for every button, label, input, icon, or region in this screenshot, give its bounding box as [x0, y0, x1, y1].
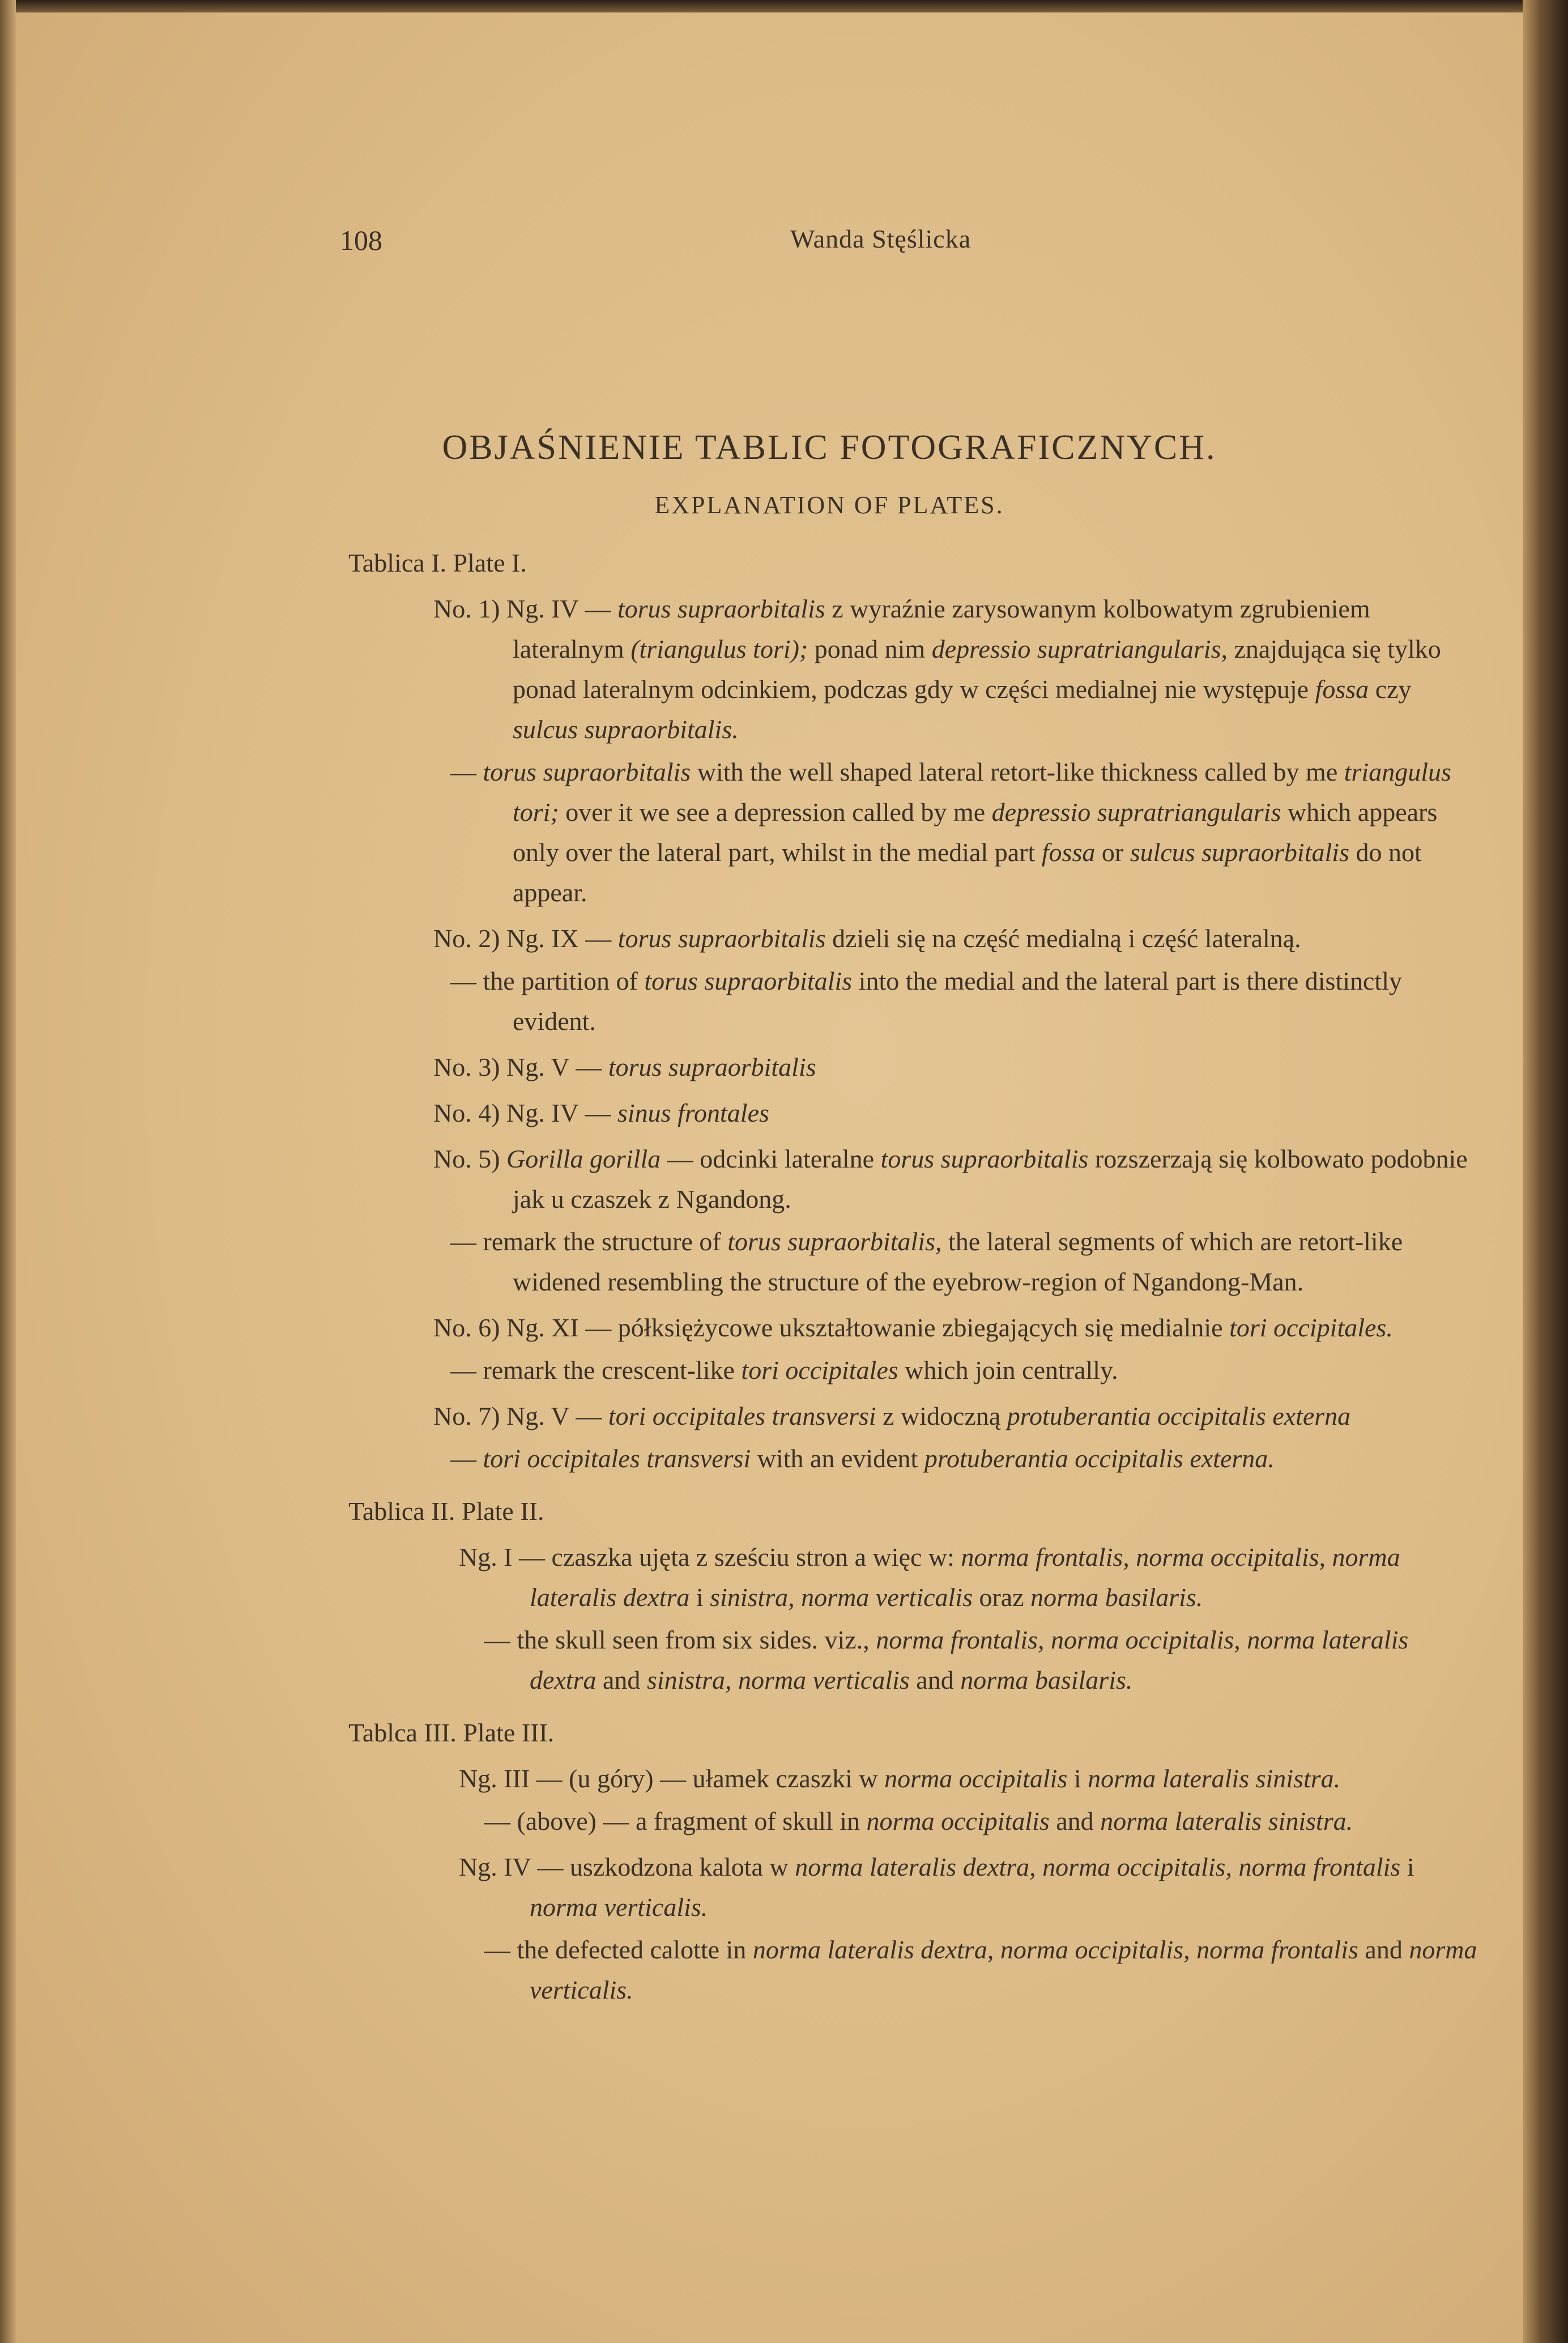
latin-term: norma basilaris.: [1030, 1583, 1203, 1612]
latin-term: norma lateralis dextra, norma occipitalis, norma frontalis: [795, 1852, 1401, 1881]
latin-term: norma frontalis, norma occipitalis, norma lateralis dextra: [530, 1543, 1400, 1612]
entry-text: — remark the crescent-like: [450, 1356, 742, 1385]
page-subtitle: EXPLANATION OF PLATES.: [654, 491, 1004, 519]
plate-entry: [348, 1047, 1478, 1087]
latin-term: fossa: [1041, 838, 1096, 867]
latin-term: torus supraorbitalis: [617, 594, 825, 623]
latin-term: tori occipitales: [741, 1356, 898, 1385]
latin-term: sinus frontales: [617, 1098, 769, 1127]
entry-text: and: [909, 1665, 961, 1694]
plate-entry: [348, 1801, 1478, 1841]
entry-text: — the partition of: [450, 966, 645, 995]
entry-text: with the well shaped lateral retort-like thickness called by me: [691, 757, 1344, 786]
plate-entry: [348, 1847, 1478, 1927]
latin-term: sulcus supraorbitalis.: [513, 715, 739, 744]
latin-term: sinistra, norma verticalis: [710, 1583, 973, 1612]
latin-term: depressio supratriangularis: [991, 798, 1281, 827]
entry-text: —: [450, 757, 483, 786]
entry-text: do not appear.: [513, 838, 1422, 907]
latin-term: norma lateralis sinistra.: [1088, 1764, 1341, 1793]
plate-entry: [348, 589, 1478, 749]
latin-term: tori occipitales transversi: [608, 1401, 876, 1430]
entry-text: with an evident: [751, 1444, 924, 1473]
latin-term: Gorilla gorilla: [506, 1144, 661, 1173]
latin-term: norma occipitalis: [866, 1807, 1050, 1835]
entry-text: rozszerzają się kolbowato podobnie jak u czaszek z Ngandong.: [513, 1144, 1468, 1213]
page-title: OBJAŚNIENIE TABLIC FOTOGRAFICZNYCH.: [442, 428, 1217, 467]
book-spine: [1523, 0, 1568, 2343]
entry-text: which join centrally.: [898, 1356, 1118, 1385]
latin-term: sinistra, norma verticalis: [646, 1665, 910, 1694]
entry-text: czy: [1369, 675, 1412, 704]
plate-entry: [348, 918, 1478, 959]
entry-text: No. 7) Ng. V —: [433, 1401, 608, 1430]
entry-text: No. 5): [433, 1144, 507, 1173]
entry-text: z widoczną: [876, 1401, 1007, 1430]
plate-entry: [348, 1350, 1478, 1390]
entry-text: i: [689, 1583, 710, 1612]
latin-term: norma lateralis sinistra.: [1100, 1807, 1353, 1835]
entry-text: i: [1400, 1852, 1414, 1881]
entry-text: dzieli się na część medialną i część lateralną.: [825, 924, 1301, 953]
plate-entry: [348, 1139, 1478, 1219]
entry-text: Ng. I — czaszka ujęta z sześciu stron a więc w:: [459, 1543, 961, 1571]
entry-text: — the defected calotte in: [484, 1935, 753, 1964]
entry-text: No. 3) Ng. V —: [433, 1053, 608, 1081]
plate-section: [348, 543, 1478, 1479]
plate-heading: Tablica I. Plate I.: [348, 548, 527, 577]
latin-term: torus supraorbitalis: [644, 966, 853, 995]
entry-text: No. 1) Ng. IV —: [433, 594, 617, 623]
entry-text: znajdująca się tylko ponad lateralnym odcinkiem, podczas gdy w części medialnej nie występuje: [513, 634, 1441, 704]
plate-heading: Tablica II. Plate II.: [348, 1497, 544, 1526]
entry-text: ponad nim: [808, 634, 932, 663]
entry-text: and: [1358, 1935, 1409, 1964]
page-top-edge: [0, 0, 1568, 12]
plate-entry: [348, 1537, 1478, 1617]
plate-entry: [348, 752, 1478, 913]
latin-term: torus supraorbitalis: [617, 924, 826, 953]
entry-text: — odcinki lateralne: [661, 1144, 881, 1173]
entry-text: —: [450, 1444, 483, 1473]
plate-section: [348, 1712, 1478, 2010]
entry-text: and: [1049, 1807, 1101, 1835]
latin-term: protuberantia occipitalis externa: [1007, 1401, 1351, 1430]
latin-term: triangulus tori;: [513, 757, 1451, 827]
latin-term: norma lateralis dextra, norma occipitalis, norma frontalis: [752, 1935, 1358, 1964]
plate-entry: [348, 961, 1478, 1041]
entry-text: over it we see a depression called by me: [559, 798, 992, 827]
plate-entry: [348, 1929, 1478, 2010]
latin-term: norma verticalis.: [530, 1935, 1477, 2004]
latin-term: norma occipitalis: [884, 1764, 1068, 1793]
plate-heading: Tablca III. Plate III.: [348, 1718, 555, 1747]
plate-entry: [348, 1093, 1478, 1133]
latin-term: sulcus supraorbitalis: [1130, 838, 1349, 867]
plate-entry: [348, 1620, 1478, 1700]
latin-term: depressio supratriangularis,: [931, 634, 1228, 663]
latin-term: norma basilaris.: [960, 1665, 1133, 1694]
page-number: 108: [340, 224, 382, 256]
latin-term: fossa: [1315, 675, 1369, 704]
latin-term: (triangulus tori);: [630, 634, 808, 663]
entry-text: and: [596, 1665, 647, 1694]
plate-section: [348, 1491, 1478, 1700]
entry-text: — (above) — a fragment of skull in: [484, 1807, 867, 1835]
page-left-edge: [0, 0, 16, 2343]
running-head: Wanda Stęślicka: [790, 224, 972, 253]
latin-term: torus supraorbitalis: [608, 1053, 816, 1081]
latin-term: torus supraorbitalis,: [727, 1227, 942, 1256]
plate-entry: [348, 1396, 1478, 1436]
latin-term: torus supraorbitalis: [880, 1144, 1089, 1173]
latin-term: tori occipitales transversi: [483, 1444, 751, 1473]
plates-explanation: [348, 538, 1478, 2022]
plate-entry: [348, 1438, 1478, 1479]
entry-text: No. 6) Ng. XI — półksiężycowe ukształtowanie zbiegających się medialnie: [433, 1313, 1230, 1342]
plate-entry: [348, 1758, 1478, 1799]
latin-term: tori occipitales.: [1229, 1313, 1393, 1342]
entry-text: No. 2) Ng. IX —: [433, 924, 618, 953]
latin-term: torus supraorbitalis: [483, 757, 691, 786]
entry-text: — the skull seen from six sides. viz.,: [484, 1625, 876, 1654]
entry-text: z wyraźnie zarysowanym kolbowatym zgrubieniem lateralnym: [513, 594, 1370, 663]
entry-text: oraz: [972, 1583, 1031, 1612]
latin-term: protuberantia occipitalis externa.: [924, 1444, 1275, 1473]
entry-text: the lateral segments of which are retort-like widened resembling the structure of the eyebrow-region of Ngandong-Man.: [513, 1227, 1403, 1296]
entry-text: — remark the structure of: [450, 1227, 728, 1256]
plate-entry: [348, 1221, 1478, 1302]
page-header: [0, 224, 1568, 263]
entry-text: Ng. IV — uszkodzona kalota w: [459, 1852, 795, 1881]
entry-text: Ng. III — (u góry) — ułamek czaszki w: [459, 1764, 885, 1793]
entry-text: which appears only over the lateral part, whilst in the medial part: [513, 798, 1438, 867]
entry-text: No. 4) Ng. IV —: [433, 1098, 617, 1127]
latin-term: norma verticalis.: [530, 1893, 708, 1922]
latin-term: norma frontalis, norma occipitalis, norma lateralis dextra: [530, 1625, 1409, 1694]
plate-entry: [348, 1307, 1478, 1348]
entry-text: into the medial and the lateral part is there distinctly evident.: [513, 966, 1402, 1036]
entry-text: i: [1067, 1764, 1088, 1793]
entry-text: or: [1095, 838, 1130, 867]
